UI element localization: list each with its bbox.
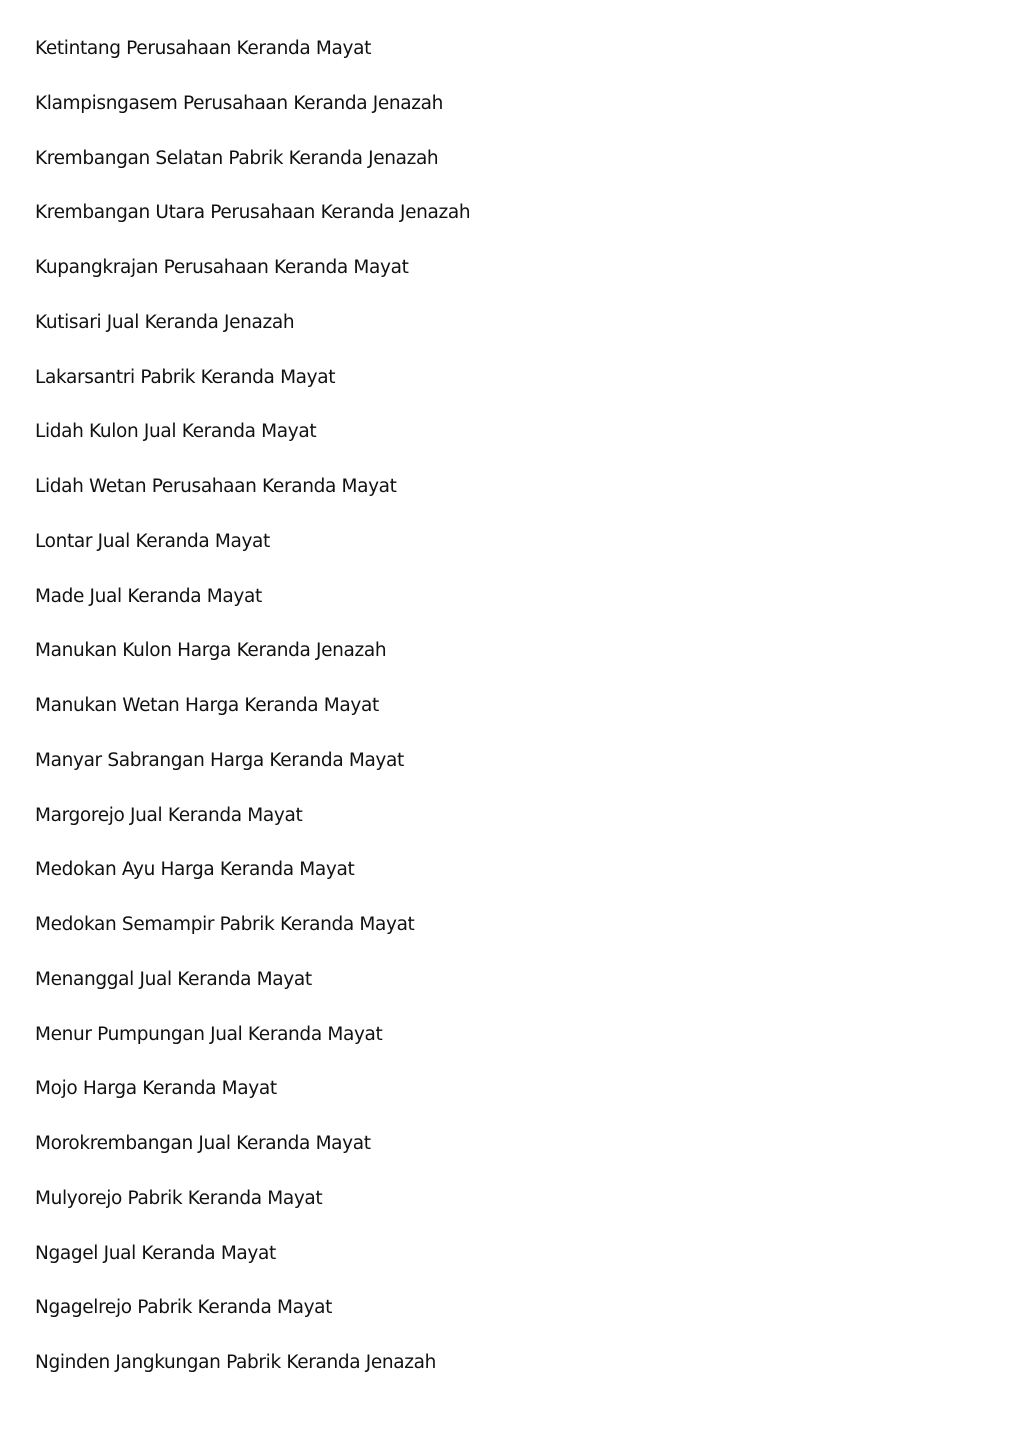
list-item: Krembangan Utara Perusahaan Keranda Jenazah <box>35 202 471 224</box>
list-item: Medokan Ayu Harga Keranda Mayat <box>35 859 355 881</box>
list-item: Manyar Sabrangan Harga Keranda Mayat <box>35 749 404 771</box>
list-item: Margorejo Jual Keranda Mayat <box>35 804 303 826</box>
list-item: Manukan Kulon Harga Keranda Jenazah <box>35 640 387 662</box>
list-item: Mojo Harga Keranda Mayat <box>35 1078 277 1100</box>
list-item: Ngagelrejo Pabrik Keranda Mayat <box>35 1297 333 1319</box>
list-item: Krembangan Selatan Pabrik Keranda Jenazah <box>35 147 439 169</box>
list-item: Klampisngasem Perusahaan Keranda Jenazah <box>35 92 443 114</box>
text-list <box>35 37 935 1406</box>
list-item: Lontar Jual Keranda Mayat <box>35 530 270 552</box>
list-item: Ngagel Jual Keranda Mayat <box>35 1242 276 1264</box>
list-item: Manukan Wetan Harga Keranda Mayat <box>35 695 379 716</box>
list-item: Lidah Wetan Perusahaan Keranda Mayat <box>35 476 397 497</box>
list-item: Morokrembangan Jual Keranda Mayat <box>35 1133 371 1154</box>
list-item: Mulyorejo Pabrik Keranda Mayat <box>35 1187 323 1209</box>
list-item: Ketintang Perusahaan Keranda Mayat <box>35 38 371 59</box>
list-item: Kupangkrajan Perusahaan Keranda Mayat <box>35 257 409 278</box>
list-item: Made Jual Keranda Mayat <box>35 585 262 607</box>
list-item: Menur Pumpungan Jual Keranda Mayat <box>35 1023 383 1045</box>
list-item: Menanggal Jual Keranda Mayat <box>35 968 312 990</box>
list-item: Lakarsantri Pabrik Keranda Mayat <box>35 366 336 388</box>
list-item: Nginden Jangkungan Pabrik Keranda Jenazah <box>35 1352 437 1373</box>
list-item: Kutisari Jual Keranda Jenazah <box>35 311 295 333</box>
list-item: Medokan Semampir Pabrik Keranda Mayat <box>35 914 415 935</box>
list-item: Lidah Kulon Jual Keranda Mayat <box>35 421 317 443</box>
